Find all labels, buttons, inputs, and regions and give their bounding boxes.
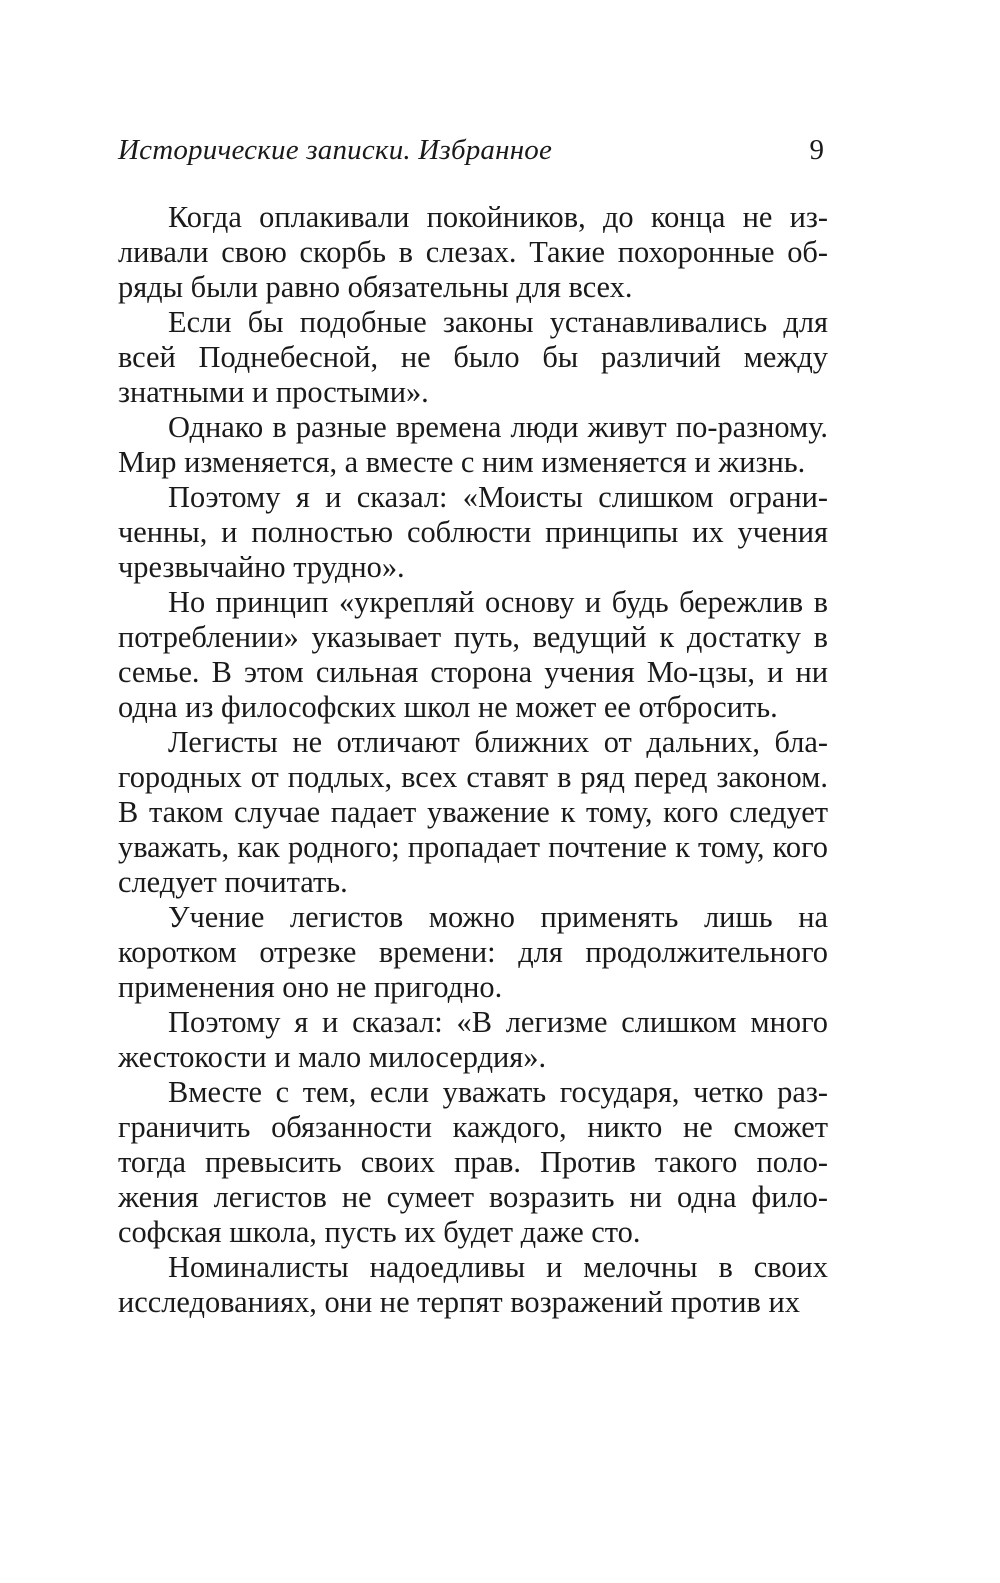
paragraph: Учение легистов можно применять лишь на коротком отрезке времени: для продолжительного применения оно не пригодно. <box>118 900 828 1004</box>
paragraph: Поэтому я и сказал: «В легизме слишком много жестокости и мало милосердия». <box>118 1005 828 1074</box>
paragraph: Легисты не отличают ближних от дальних, благородных от подлых, всех ставят в ряд перед законом. В таком случае падает уважение к тому, кого следует уважать, как родного; пропадает почтение к тому, кого следует почитать. <box>118 725 828 899</box>
paragraph: Однако в разные времена люди живут по-разному. Мир изменяется, а вместе с ним изменяется и жизнь. <box>118 410 828 479</box>
paragraph: Но принцип «укрепляй основу и будь бережлив в потреблении» указывает путь, ведущий к достатку в семье. В этом сильная сторона учения Мо-цзы, и ни одна из философских школ не может ее отбросить. <box>118 585 828 724</box>
paragraph: Вместе с тем, если уважать государя, четко разграничить обязанности каждого, никто не сможет тогда превысить своих прав. Против такого положения легистов не сумеет возразить ни одна философская школа, пусть их будет даже сто. <box>118 1075 828 1249</box>
paragraph: Когда оплакивали покойников, до конца не изливали свою скорбь в слезах. Такие похоронные обряды были равно обязательны для всех. <box>118 200 828 304</box>
page-number: 9 <box>809 134 824 166</box>
paragraph: Номиналисты надоедливы и мелочны в своих исследованиях, они не терпят возражений против их <box>118 1250 828 1319</box>
header-title: Исторические записки. Избранное <box>118 134 553 166</box>
body-text <box>118 200 828 1320</box>
paragraph: Если бы подобные законы устанавливались для всей Поднебесной, не было бы различий между знатными и простыми». <box>118 305 828 409</box>
running-header <box>118 132 828 172</box>
paragraph: Поэтому я и сказал: «Моисты слишком ограниченны, и полностью соблюсти принципы их учения чрезвычайно трудно». <box>118 480 828 584</box>
